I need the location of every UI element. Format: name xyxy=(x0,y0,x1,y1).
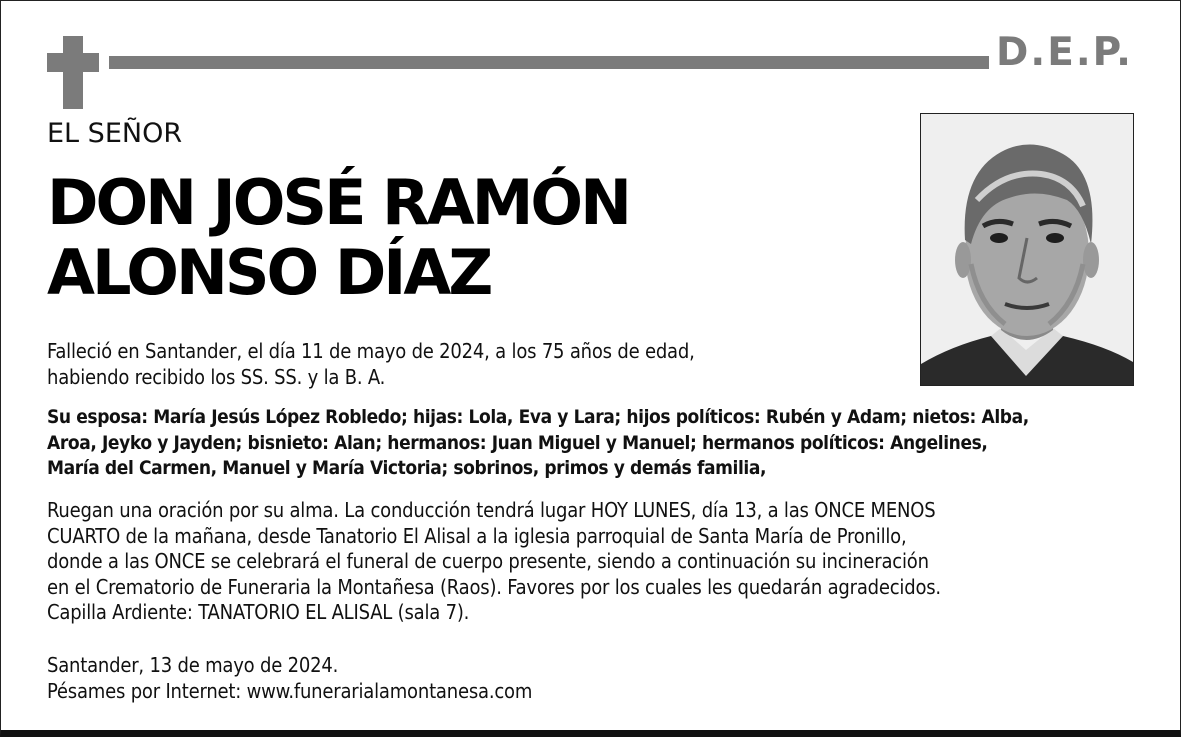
death-notice-line: habiendo recibido los SS. SS. y la B. A. xyxy=(47,364,386,389)
dep-heading: D.E.P. xyxy=(996,30,1133,75)
condolences-line: Pésames por Internet: www.funerarialamontanesa.com xyxy=(47,678,533,703)
cross-icon xyxy=(63,36,83,109)
ceremony-line: Capilla Ardiente: TANATORIO EL ALISAL (sala 7). xyxy=(47,600,470,624)
ceremony-line: donde a las ONCE se celebrará el funeral de cuerpo presente, siendo a continuación su incineración xyxy=(47,549,929,573)
ceremony-details xyxy=(47,498,941,626)
honorific: EL SEÑOR xyxy=(47,118,183,149)
ceremony-line: CUARTO de la mañana, desde Tanatorio El Alisal a la iglesia parroquial de Santa María de Pronillo, xyxy=(47,523,907,548)
family-line: Aroa, Jeyko y Jayden; bisnieto: Alan; hermanos: Juan Miguel y Manuel; hermanos políticos: Angelines, xyxy=(47,431,988,454)
ceremony-line: en el Crematorio de Funeraria la Montañesa (Raos). Favores por los cuales les quedarán agradecidos. xyxy=(47,574,941,599)
deceased-name-line2: ALONSO DÍAZ xyxy=(47,236,491,309)
death-notice-line: Falleció en Santander, el día 11 de mayo de 2024, a los 75 años de edad, xyxy=(47,339,695,363)
deceased-name xyxy=(47,168,629,308)
cross-icon-bar xyxy=(47,53,99,72)
place-date: Santander, 13 de mayo de 2024. xyxy=(47,653,339,677)
portrait-photo xyxy=(920,113,1134,386)
deceased-name-line1: DON JOSÉ RAMÓN xyxy=(47,166,630,239)
family-line: María del Carmen, Manuel y María Victoria; sobrinos, primos y demás familia, xyxy=(47,457,767,479)
family-list xyxy=(47,405,1029,482)
header-rule xyxy=(109,56,989,69)
death-notice xyxy=(47,339,695,390)
footer xyxy=(47,653,532,704)
family-line: Su esposa: María Jesús López Robledo; hijas: Lola, Eva y Lara; hijos políticos: Rubén y Adam; nietos: Alba, xyxy=(47,406,1029,428)
ceremony-line: Ruegan una oración por su alma. La conducción tendrá lugar HOY LUNES, día 13, a las ONCE MENOS xyxy=(47,498,936,522)
